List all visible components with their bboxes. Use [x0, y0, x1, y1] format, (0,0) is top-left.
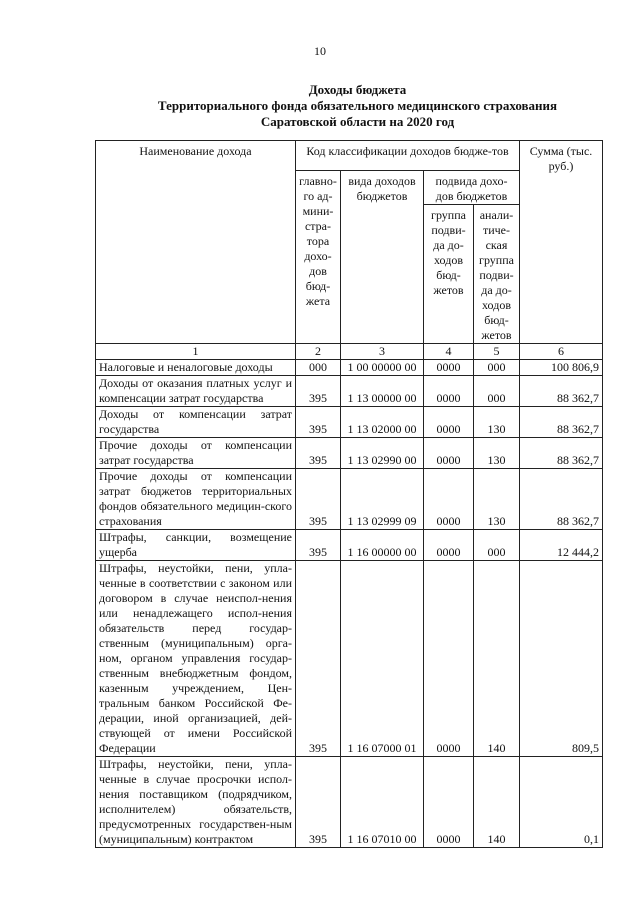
admin-code: 395: [296, 530, 341, 561]
header-sum: Сумма (тыс. руб.): [520, 141, 603, 344]
title-line-3: Саратовской области на 2020 год: [260, 114, 455, 129]
analytic-group-code: 000: [474, 376, 520, 407]
analytic-group-code: 000: [474, 360, 520, 376]
header-code: Код классификации доходов бюдже-тов: [296, 141, 520, 171]
income-type-code: 1 13 00000 00: [341, 376, 424, 407]
amount: 12 444,2: [520, 530, 603, 561]
income-name: Прочие доходы от компенсации затрат государства: [96, 438, 296, 469]
subtype-group-code: 0000: [424, 438, 474, 469]
subtype-group-code: 0000: [424, 757, 474, 848]
header-group: группа подви-да до-ходов бюд-жетов: [424, 205, 474, 344]
analytic-group-code: 130: [474, 469, 520, 530]
col-number-1: 1: [96, 344, 296, 360]
document-title: [0, 82, 640, 130]
table-row: [96, 469, 603, 530]
subtype-group-code: 0000: [424, 360, 474, 376]
income-type-code: 1 16 07000 01: [341, 561, 424, 757]
title-line-1: Доходы бюджета: [308, 82, 407, 97]
analytic-group-code: 140: [474, 757, 520, 848]
table-row: [96, 438, 603, 469]
title-line-2: Территориального фонда обязательного медицинского страхования: [157, 98, 558, 113]
income-name: Налоговые и неналоговые доходы: [96, 360, 296, 376]
col-number-5: 5: [474, 344, 520, 360]
amount: 88 362,7: [520, 407, 603, 438]
income-type-code: 1 16 07010 00: [341, 757, 424, 848]
admin-code: 395: [296, 757, 341, 848]
subtype-group-code: 0000: [424, 407, 474, 438]
admin-code: 395: [296, 469, 341, 530]
col-number-4: 4: [424, 344, 474, 360]
table-row: [96, 360, 603, 376]
header-admin: главно-го ад-мини-стра-тора дохо-дов бюд-жета: [296, 171, 341, 344]
income-type-code: 1 13 02000 00: [341, 407, 424, 438]
income-name: Прочие доходы от компенсации затрат бюджетов территориальных фондов обязательного медицин-ского страхования: [96, 469, 296, 530]
amount: 809,5: [520, 561, 603, 757]
subtype-group-code: 0000: [424, 469, 474, 530]
analytic-group-code: 140: [474, 561, 520, 757]
admin-code: 395: [296, 438, 341, 469]
col-number-6: 6: [520, 344, 603, 360]
admin-code: 000: [296, 360, 341, 376]
col-number-2: 2: [296, 344, 341, 360]
table-row: [96, 407, 603, 438]
table-row: [96, 561, 603, 757]
header-type: вида доходов бюджетов: [341, 171, 424, 344]
analytic-group-code: 000: [474, 530, 520, 561]
subtype-group-code: 0000: [424, 561, 474, 757]
header-analytic: анали-тиче-ская группа подви-да до-ходов бюд-жетов: [474, 205, 520, 344]
amount: 88 362,7: [520, 438, 603, 469]
income-name: Штрафы, санкции, возмещение ущерба: [96, 530, 296, 561]
income-name: Штрафы, неустойки, пени, упла-ченные в случае просрочки испол-нения поставщиком (подрядчиком, исполнителем) обязательств, предусмотренных государствен-ным (муниципальным) контрактом: [96, 757, 296, 848]
revenue-table: [95, 140, 603, 848]
subtype-group-code: 0000: [424, 376, 474, 407]
admin-code: 395: [296, 561, 341, 757]
header-subtype: подвида дохо-дов бюджетов: [424, 171, 520, 205]
table-row: [96, 376, 603, 407]
analytic-group-code: 130: [474, 438, 520, 469]
header-name: Наименование дохода: [96, 141, 296, 344]
amount: 88 362,7: [520, 376, 603, 407]
income-type-code: 1 16 00000 00: [341, 530, 424, 561]
income-type-code: 1 13 02990 00: [341, 438, 424, 469]
subtype-group-code: 0000: [424, 530, 474, 561]
admin-code: 395: [296, 407, 341, 438]
income-name: Штрафы, неустойки, пени, упла-ченные в соответствии с законом или договором в случае неиспол-нения или ненадлежащего испол-нения обязательств перед государ-ственным (муниципальным) орга-ном, органом управления государ-ственным внебюджетным фондом, казенным учреждением, Цен-тральным банком Российской Фе-дерации, иной организацией, дей-ствующей от имени Российской Федерации: [96, 561, 296, 757]
income-name: Доходы от компенсации затрат государства: [96, 407, 296, 438]
admin-code: 395: [296, 376, 341, 407]
analytic-group-code: 130: [474, 407, 520, 438]
table-row: [96, 757, 603, 848]
amount: 0,1: [520, 757, 603, 848]
income-type-code: 1 13 02999 09: [341, 469, 424, 530]
amount: 88 362,7: [520, 469, 603, 530]
income-name: Доходы от оказания платных услуг и компенсации затрат государства: [96, 376, 296, 407]
table-row: [96, 530, 603, 561]
amount: 100 806,9: [520, 360, 603, 376]
income-type-code: 1 00 00000 00: [341, 360, 424, 376]
page-number: 10: [314, 44, 326, 58]
col-number-3: 3: [341, 344, 424, 360]
